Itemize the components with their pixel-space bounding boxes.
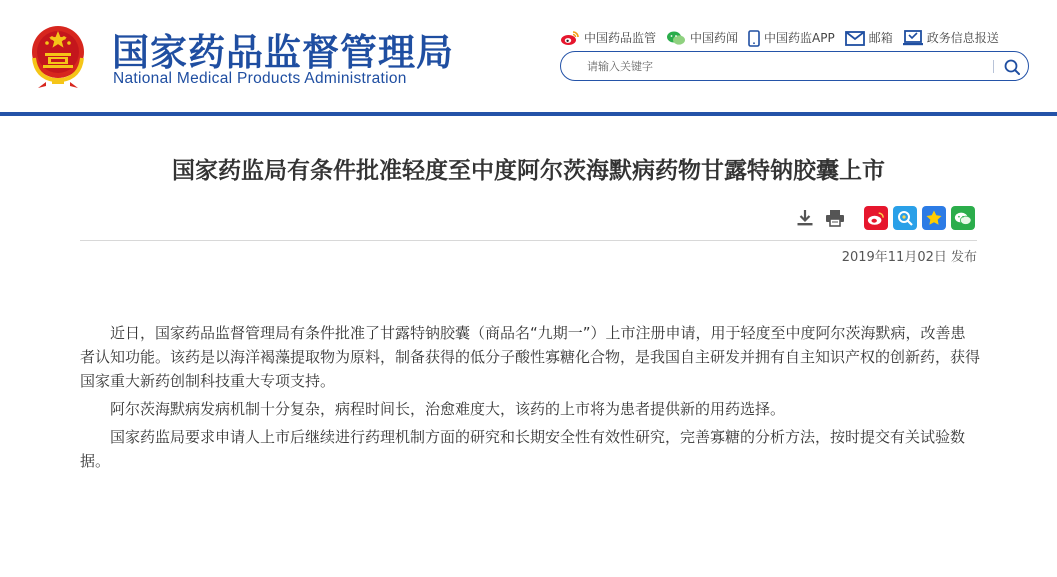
top-link-weibo[interactable] xyxy=(560,28,656,48)
report-icon xyxy=(903,30,923,46)
article-paragraph: 近日，国家药品监督管理局有条件批准了甘露特钠胶囊（商品名“九期一”）上市注册申请，用于轻度至中度阿尔茨海默病，改善患者认知功能。该药是以海洋褐藻提取物为原料，制备获得的低分子酸性寡糖化合物，是我国自主研发并拥有自主知识产权的创新药，获得国家重大新药创制科技重大专项支持。 xyxy=(80,324,981,390)
site-name-en[interactable]: National Medical Products Administration xyxy=(113,70,407,87)
print-button[interactable] xyxy=(824,207,846,229)
site-name-cn[interactable]: 国家药品监督管理局 xyxy=(112,31,454,74)
article-content xyxy=(80,321,980,477)
article-paragraph: 阿尔茨海默病发病机制十分复杂，病程时间长，治愈难度大，该药的上市将为患者提供新的用药选择。 xyxy=(110,400,786,418)
share-wechat-button[interactable] xyxy=(951,206,975,230)
share-qzone-button[interactable] xyxy=(893,206,917,230)
header-divider-bar xyxy=(0,112,1057,116)
top-link-label: 中国药闻 xyxy=(690,31,739,45)
mobile-app-icon xyxy=(748,30,760,47)
mail-icon xyxy=(845,31,865,46)
top-link-label: 邮箱 xyxy=(868,31,893,45)
wechat-icon xyxy=(954,211,972,226)
article-toolbar xyxy=(794,206,980,230)
article-title: 国家药监局有条件批准轻度至中度阿尔茨海默病药物甘露特钠胶囊上市 xyxy=(172,158,885,184)
download-icon xyxy=(796,209,814,227)
site-header xyxy=(0,0,1057,112)
download-button[interactable] xyxy=(794,207,816,229)
star-icon xyxy=(925,209,943,227)
title-divider xyxy=(80,240,977,241)
share-favorite-button[interactable] xyxy=(922,206,946,230)
national-emblem-icon[interactable] xyxy=(28,22,88,90)
top-link-app[interactable] xyxy=(748,28,835,48)
top-link-mail[interactable] xyxy=(845,28,893,48)
search-icon[interactable] xyxy=(1001,56,1023,78)
top-link-label: 中国药监APP xyxy=(764,31,835,45)
top-link-label: 中国药品监管 xyxy=(584,31,657,45)
weibo-icon xyxy=(867,211,885,226)
print-icon xyxy=(825,209,845,227)
article-paragraph: 国家药监局要求申请人上市后继续进行药理机制方面的研究和长期安全性有效性研究，完善寡糖的分析方法，按时提交有关试验数据。 xyxy=(80,428,966,470)
share-weibo-button[interactable] xyxy=(864,206,888,230)
publish-date: 2019年11月02日 发布 xyxy=(841,250,977,265)
top-link-wechat[interactable] xyxy=(666,28,738,48)
search-box xyxy=(560,51,1029,81)
weibo-icon xyxy=(560,30,580,46)
wechat-icon xyxy=(666,30,686,46)
qzone-icon xyxy=(896,209,914,227)
search-divider xyxy=(993,60,994,73)
top-link-report[interactable] xyxy=(903,28,999,48)
search-input[interactable] xyxy=(587,58,987,75)
top-links xyxy=(560,28,1009,48)
top-link-label: 政务信息报送 xyxy=(926,31,999,45)
